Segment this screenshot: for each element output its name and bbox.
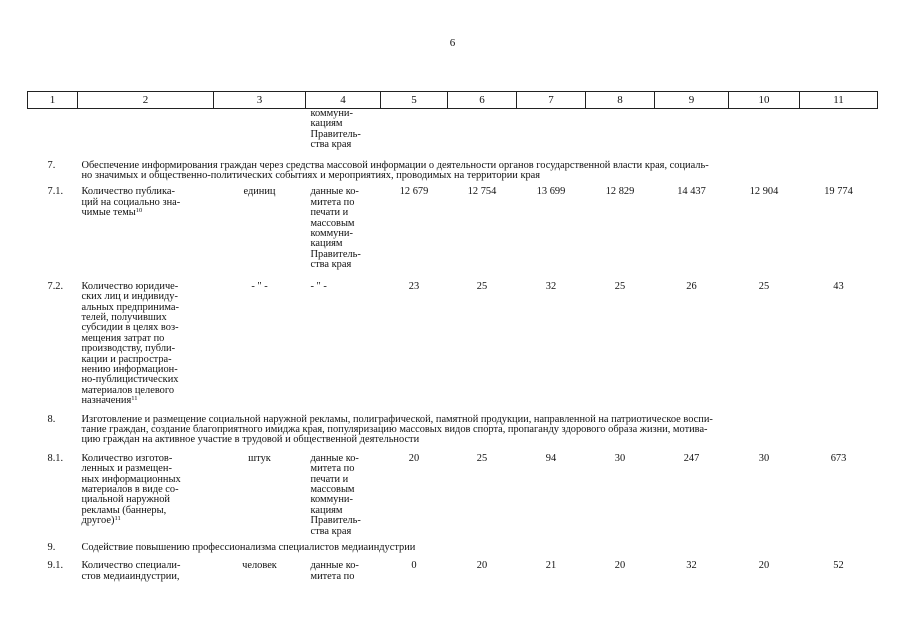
section-number: 9. <box>47 542 56 554</box>
continuation-row <box>28 109 878 151</box>
value-cell: 12 679 <box>399 186 429 198</box>
indicator-name-text: Количество публика- ций на социально зна- чимые темы <box>81 186 181 219</box>
value-cell: 673 <box>830 452 847 464</box>
value-cell: 25 <box>476 452 488 464</box>
value-cell: 26 <box>686 280 697 292</box>
table-body <box>28 92 878 583</box>
section-number: 7. <box>47 159 56 171</box>
footnote-marker: 11 <box>114 515 121 523</box>
value-cell: 43 <box>833 280 844 292</box>
indicator-number: 9.1. <box>47 560 64 572</box>
source-cell: - " - <box>310 280 327 292</box>
value-cell: 23 <box>408 280 420 292</box>
column-number-row <box>28 92 878 109</box>
value-cell: 25 <box>614 280 626 292</box>
value-cell: 94 <box>545 452 557 464</box>
value-cell: 25 <box>758 280 770 292</box>
value-cell: 19 774 <box>824 186 853 198</box>
unit-cell: штук <box>248 452 271 464</box>
indicator-row <box>28 553 878 582</box>
unit-cell: единиц <box>243 186 276 198</box>
value-cell: 12 904 <box>749 186 779 198</box>
indicator-number: 7.2. <box>47 280 64 292</box>
indicator-number: 8.1. <box>47 452 64 464</box>
indicator-number: 7.1. <box>47 186 64 198</box>
indicator-name <box>78 446 214 537</box>
column-number-cell: 8 <box>586 92 655 109</box>
column-number-cell: 1 <box>28 92 78 109</box>
value-cell: 13 699 <box>536 186 566 198</box>
indicator-name <box>78 271 214 407</box>
column-number-cell: 3 <box>214 92 306 109</box>
unit-cell: человек <box>242 560 277 572</box>
page-number: 6 <box>449 37 456 49</box>
indicator-name-text: Количество специали- стов медиаиндустрии, <box>81 560 181 582</box>
value-cell: 20 <box>614 560 626 572</box>
section-row <box>28 151 878 182</box>
indicator-name <box>78 553 214 582</box>
unit-cell: - " - <box>251 280 268 292</box>
column-number-cell: 10 <box>729 92 800 109</box>
value-cell: 20 <box>408 452 420 464</box>
column-number-cell: 11 <box>800 92 878 109</box>
value-cell: 30 <box>758 452 770 464</box>
section-number: 8. <box>47 413 56 425</box>
section-row <box>28 537 878 553</box>
column-number-cell: 2 <box>78 92 214 109</box>
source-cell: данные ко- митета по <box>310 560 359 582</box>
column-number-cell: 5 <box>381 92 448 109</box>
value-cell: 14 437 <box>677 186 706 198</box>
indicator-row <box>28 271 878 407</box>
value-cell: 12 829 <box>605 186 635 198</box>
indicators-table <box>27 91 878 582</box>
value-cell: 0 <box>411 560 417 572</box>
source-cell: коммуни- кациям Правитель- ства края <box>310 108 361 151</box>
value-cell: 21 <box>545 560 557 572</box>
indicator-row <box>28 181 878 270</box>
indicator-name-text: Количество изготов- ленных и размещен- ных информационных материалов в виде со- циальной наружной рекламы (баннеры, другое) <box>81 452 181 527</box>
value-cell: 12 754 <box>467 186 497 198</box>
section-row <box>28 407 878 446</box>
section-title: Изготовление и размещение социальной наружной рекламы, полиграфической, памятной продукции, направленной на патриотическое воспи- тание граждан, создание благоприятного имиджа края, популяризацию массовых видов спорта, пропаганду здорового образа жизни, мотива- цию граждан на активное участие в трудовой и общественной деятельности <box>81 413 713 446</box>
value-cell: 247 <box>683 452 700 464</box>
indicator-row <box>28 446 878 537</box>
indicator-name <box>78 181 214 270</box>
footnote-marker: 11 <box>131 395 138 403</box>
column-number-cell: 9 <box>655 92 729 109</box>
source-cell: данные ко- митета по печати и массовым коммуни- кациям Правитель- ства края <box>310 186 361 271</box>
indicator-name-text: Количество юридиче- ских лиц и индивиду- альных предпринима- телей, получивших субсидии в целях воз- мещения затрат по производству, публи- кации и распростра- нению информацион- но-публицистических материалов целевого назначения <box>81 280 179 407</box>
column-number-cell: 4 <box>306 92 381 109</box>
column-number-cell: 7 <box>517 92 586 109</box>
value-cell: 52 <box>833 560 844 572</box>
section-title: Обеспечение информирования граждан через средства массовой информации о деятельности органов государственной власти края, социаль- но значимых и общественно-политических событиях и мероприятиях, проводимых на территории края <box>81 159 709 182</box>
value-cell: 32 <box>686 560 697 572</box>
value-cell: 25 <box>476 280 488 292</box>
value-cell: 20 <box>758 560 770 572</box>
section-title: Содействие повышению профессионализма специалистов медиаиндустрии <box>81 542 416 554</box>
value-cell: 32 <box>545 280 557 292</box>
value-cell: 30 <box>614 452 626 464</box>
value-cell: 20 <box>476 560 488 572</box>
column-number-cell: 6 <box>448 92 517 109</box>
source-cell: данные ко- митета по печати и массовым коммуни- кациям Правитель- ства края <box>310 452 361 537</box>
footnote-marker: 10 <box>135 207 143 215</box>
